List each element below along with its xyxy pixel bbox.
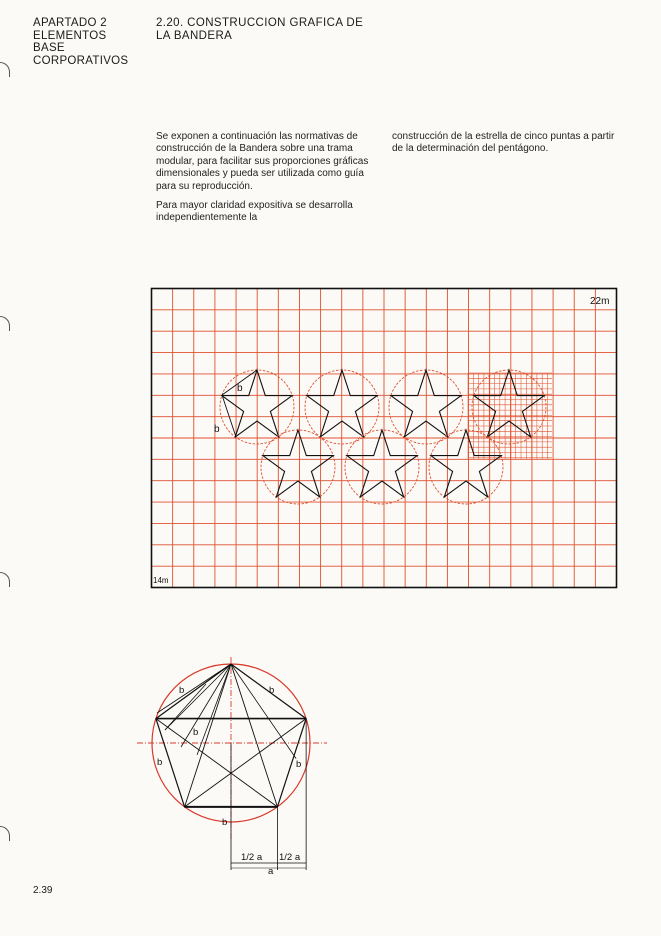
page-number: 2.39 (33, 885, 53, 896)
star-diagonal (185, 664, 231, 807)
construction-line (231, 664, 296, 759)
construction-line (165, 664, 231, 730)
star-construction-circle (429, 430, 503, 504)
flag-height-label: 14m (153, 576, 169, 585)
binder-mark (0, 62, 10, 77)
half-a-label: 1/2 a (279, 852, 301, 863)
star-construction-circle (472, 370, 546, 444)
title-line: LA BANDERA (156, 29, 233, 42)
b-label: b (237, 383, 243, 394)
b-label: b (214, 424, 220, 435)
b-label: b (157, 757, 163, 768)
star-outline (347, 430, 417, 497)
construction-line (197, 664, 231, 755)
body-paragraph: Se exponen a continuación las normativas de construcción de la Bandera sobre una trama modular, para facilitar sus proporciones gráficas dimensionales y pueda ser utilizada como guía para su reproducción. (156, 131, 369, 192)
half-a-label: 1/2 a (241, 852, 263, 863)
star-diagonal (156, 719, 278, 807)
flag-construction-diagram (150, 287, 618, 590)
title-line: 2.20. CONSTRUCCION GRAFICA DE (156, 17, 364, 29)
binder-mark (0, 572, 10, 587)
b-label: b (193, 727, 199, 738)
modular-grid (152, 289, 617, 588)
b-label: b (296, 759, 302, 770)
body-paragraph: Para mayor claridad expositiva se desarrolla independientemente la (156, 200, 353, 224)
section-line: CORPORATIVOS (33, 54, 129, 67)
section-line: ELEMENTOS (33, 29, 107, 42)
pentagon-construction-diagram (135, 655, 340, 880)
star-diagonal (185, 719, 307, 807)
star-outline (474, 370, 544, 437)
section-label (33, 17, 128, 67)
binder-mark (0, 826, 10, 841)
b-label: b (269, 685, 275, 696)
flag-width-label: 22m (590, 296, 610, 307)
body-column-left (156, 131, 376, 232)
page-title (156, 17, 363, 42)
body-paragraph: construcción de la estrella de cinco puntas a partir de la determinación del pentágono. (392, 131, 615, 155)
flag-stars (220, 370, 546, 504)
section-line: BASE (33, 42, 65, 54)
binder-mark (0, 316, 10, 331)
construction-line (157, 664, 231, 713)
a-label: a (268, 866, 274, 877)
section-line: APARTADO 2 (33, 17, 107, 29)
body-column-right (392, 131, 617, 163)
star-outline (431, 430, 501, 497)
b-label: b (222, 817, 228, 828)
star-construction-circle (345, 430, 419, 504)
b-label: b (179, 685, 185, 696)
star-construction-circle (261, 430, 335, 504)
